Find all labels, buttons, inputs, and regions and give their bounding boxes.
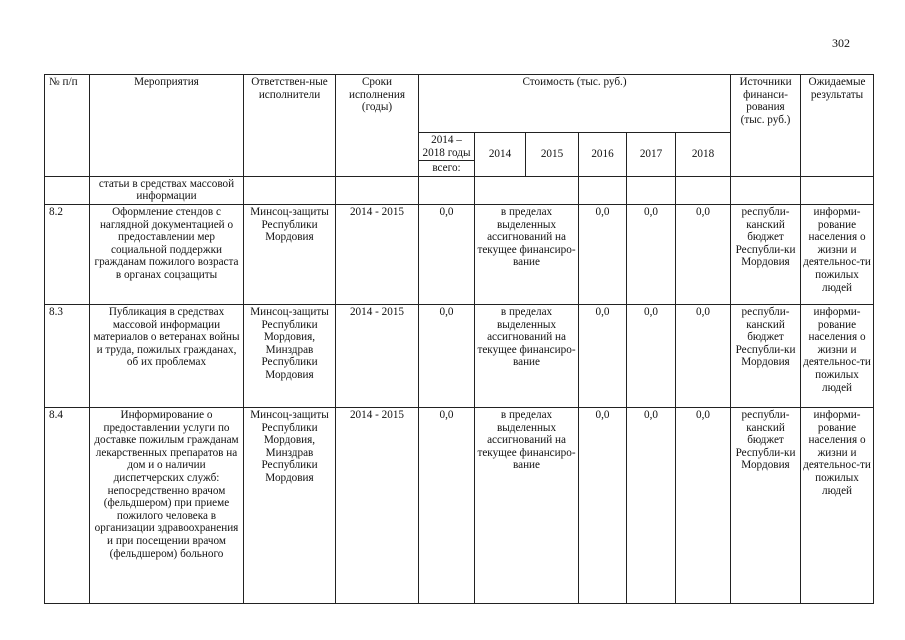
cell-2016: 0,0: [579, 204, 627, 304]
header-results: Ожидаемые результаты: [801, 75, 874, 177]
program-activities-table: [44, 74, 874, 604]
cell-empty: [244, 176, 336, 204]
cell-empty: [801, 176, 874, 204]
cell-source: республи-канский бюджет Республи-ки Мордовия: [731, 204, 801, 304]
cell-2016: 0,0: [579, 407, 627, 603]
cell-2014-2015: в пределах выделенных ассигнований на текущее финансиро-вание: [475, 204, 579, 304]
header-responsible: Ответствен-ные исполнители: [244, 75, 336, 177]
cell-activity: Публикация в средствах массовой информации материалов о ветеранах войны и труда, пожилых гражданах, об их проблемах: [90, 304, 244, 407]
cell-total: 0,0: [419, 204, 475, 304]
header-sources: Источники финанси-рования (тыс. руб.): [731, 75, 801, 177]
page-number: 302: [832, 36, 850, 50]
cell-empty: [579, 176, 627, 204]
header-year-2017: 2017: [627, 133, 676, 177]
header-year-2018: 2018: [676, 133, 731, 177]
header-cost: Стоимость (тыс. руб.): [419, 75, 731, 133]
cell-empty: [676, 176, 731, 204]
cell-empty: [419, 176, 475, 204]
cell-result: информи-рование населения о жизни и деятельнос-ти пожилых людей: [801, 407, 874, 603]
cell-activity: статьи в средствах массовой информации: [90, 176, 244, 204]
cell-result: информи-рование населения о жизни и деятельнос-ти пожилых людей: [801, 304, 874, 407]
cell-activity: Оформление стендов с наглядной документацией о предоставлении мер социальной поддержки гражданам пожилого возраста в органах соцзащиты: [90, 204, 244, 304]
header-total-period: 2014 – 2018 годы: [419, 133, 475, 161]
header-total-label: всего:: [419, 161, 475, 177]
table-row: [45, 304, 874, 407]
cell-total: 0,0: [419, 407, 475, 603]
header-year-2016: 2016: [579, 133, 627, 177]
cell-empty: [627, 176, 676, 204]
cell-result: информи-рование населения о жизни и деятельнос-ти пожилых людей: [801, 204, 874, 304]
cell-responsible: Минсоц-защиты Республики Мордовия, Минздрав Республики Мордовия: [244, 407, 336, 603]
cell-source: республи-канский бюджет Республи-ки Мордовия: [731, 407, 801, 603]
cell-activity: Информирование о предоставлении услуги по доставке пожилым гражданам лекарственных препаратов на дом и о наличии диспетчерских служб: непосредственно врачом (фельдшером) при приеме пожилого человека в организации здравоохранения и при посещении врачом (фельдшером) больного: [90, 407, 244, 603]
header-year-2014: 2014: [475, 133, 526, 177]
cell-period: 2014 - 2015: [336, 304, 419, 407]
header-num: № п/п: [45, 75, 90, 177]
cell-2018: 0,0: [676, 407, 731, 603]
cell-2014-2015: в пределах выделенных ассигнований на текущее финансиро-вание: [475, 407, 579, 603]
cell-2018: 0,0: [676, 304, 731, 407]
header-row: [45, 75, 874, 133]
cell-2017: 0,0: [627, 304, 676, 407]
cell-num: 8.4: [45, 407, 90, 603]
cell-2014-2015: в пределах выделенных ассигнований на текущее финансиро-вание: [475, 304, 579, 407]
cell-num: [45, 176, 90, 204]
cell-2017: 0,0: [627, 407, 676, 603]
cell-source: республи-канский бюджет Республи-ки Мордовия: [731, 304, 801, 407]
table-row: [45, 407, 874, 603]
header-period: Сроки исполнения (годы): [336, 75, 419, 177]
cell-empty: [336, 176, 419, 204]
cell-responsible: Минсоц-защиты Республики Мордовия: [244, 204, 336, 304]
cell-empty: [475, 176, 579, 204]
cell-num: 8.3: [45, 304, 90, 407]
cell-total: 0,0: [419, 304, 475, 407]
table-row-continuation: [45, 176, 874, 204]
cell-empty: [731, 176, 801, 204]
header-activity: Мероприятия: [90, 75, 244, 177]
cell-2018: 0,0: [676, 204, 731, 304]
cell-period: 2014 - 2015: [336, 407, 419, 603]
cell-2016: 0,0: [579, 304, 627, 407]
cell-period: 2014 - 2015: [336, 204, 419, 304]
header-year-2015: 2015: [526, 133, 579, 177]
cell-num: 8.2: [45, 204, 90, 304]
table-row: [45, 204, 874, 304]
cell-responsible: Минсоц-защиты Республики Мордовия, Минздрав Республики Мордовия: [244, 304, 336, 407]
cell-2017: 0,0: [627, 204, 676, 304]
